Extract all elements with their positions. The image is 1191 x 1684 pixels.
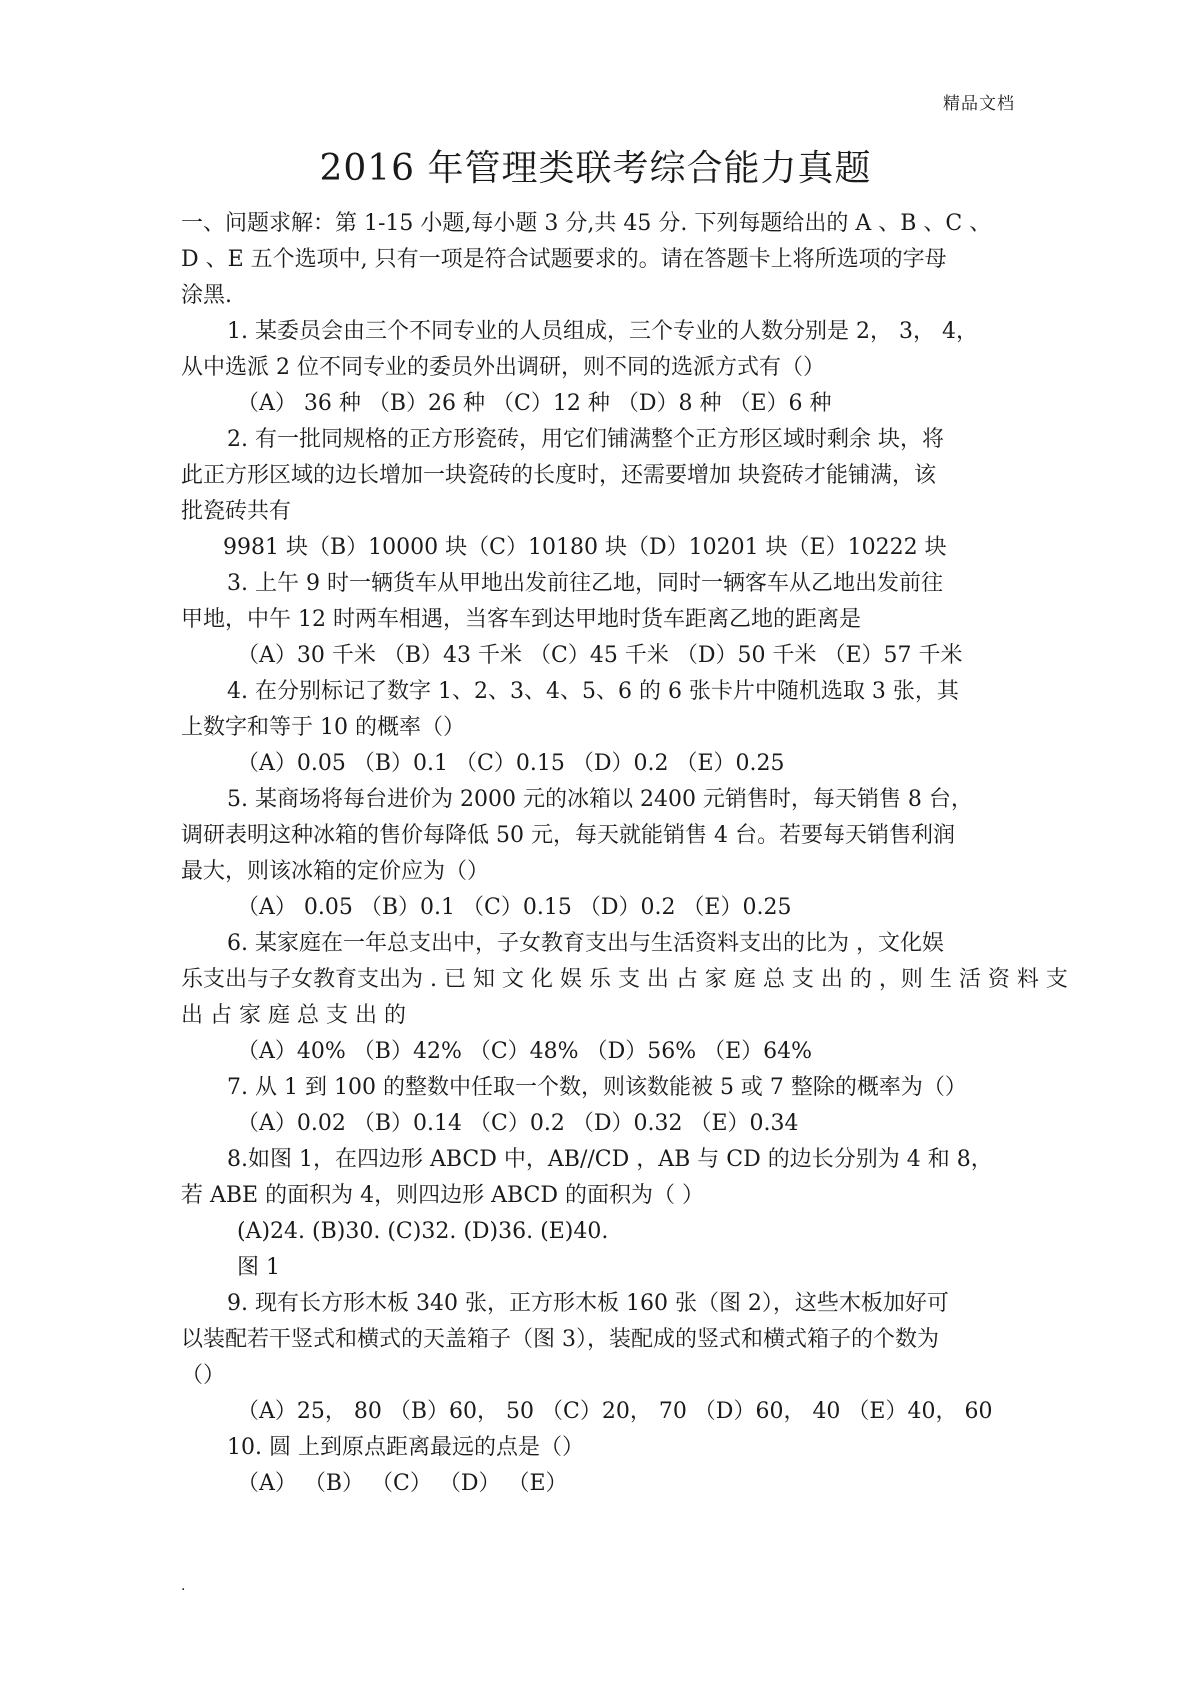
question-5-line: 调研表明这种冰箱的售价每降低 50 元，每天就能销售 4 台。若要每天销售利润 [181,823,955,848]
question-7-options: （A）0.02 （B）0.14 （C）0.2 （D）0.32 （E）0.34 [237,1111,799,1136]
question-3-line: 甲地，中午 12 时两车相遇，当客车到达甲地时货车距离乙地的距离是 [181,607,861,632]
question-1-line: 从中选派 2 位不同专业的委员外出调研，则不同的选派方式有（） [181,355,825,380]
question-9-line: （） [181,1363,226,1388]
question-10-line: 10. 圆 上到原点距离最远的点是（） [227,1435,584,1460]
document-body [181,206,1068,1502]
question-6-line: 6. 某家庭在一年总支出中，子女教育支出与生活资料支出的比为 ，文化娱 [227,931,944,956]
watermark-text: 精品文档 [943,94,1015,114]
question-4-options: （A）0.05 （B）0.1 （C）0.15 （D）0.2 （E）0.25 [237,751,785,776]
question-5-line: 最大，则该冰箱的定价应为（） [181,859,490,884]
question-6-options: （A）40% （B）42% （C）48% （D）56% （E）64% [237,1039,813,1064]
section-intro-line: 涂黑. [181,283,232,308]
question-8-line: 若 ABE 的面积为 4，则四边形 ABCD 的面积为（ ） [181,1183,705,1208]
question-8-line: 8.如图 1，在四边形 ABCD 中，AB//CD ，AB 与 CD 的边长分别为 4 和 8， [227,1147,993,1172]
question-3-line: 3. 上午 9 时一辆货车从甲地出发前往乙地，同时一辆客车从乙地出发前往 [227,571,943,596]
question-9-line: 以装配若干竖式和横式的天盖箱子（图 3），装配成的竖式和横式箱子的个数为 [181,1327,939,1352]
section-intro-line: D 、E 五个选项中, 只有一项是符合试题要求的。请在答题卡上将所选项的字母 [181,247,947,272]
question-10-options: （A） （B） （C） （D） （E） [237,1471,568,1496]
question-2-line: 此正方形区域的边长增加一块瓷砖的长度时，还需要增加 块瓷砖才能铺满，该 [181,463,936,488]
question-9-options: （A）25， 80 （B）60， 50 （C）20， 70 （D）60， 40 （E）40， 60 [237,1399,993,1424]
question-5-options: （A） 0.05 （B）0.1 （C）0.15 （D）0.2 （E）0.25 [237,895,792,920]
figure-1-label: 图 1 [237,1255,280,1280]
question-1-options: （A） 36 种 （B）26 种 （C）12 种 （D）8 种 （E）6 种 [237,391,832,416]
question-6-line: 乐支出与子女教育支出为 . 已 知 文 化 娱 乐 支 出 占 家 庭 总 支 出 的 ，则 生 活 资 料 支 [181,967,1068,992]
question-4-line: 上数字和等于 10 的概率（） [181,715,465,740]
question-2-line: 批瓷砖共有 [181,499,292,524]
question-7-line: 7. 从 1 到 100 的整数中任取一个数，则该数能被 5 或 7 整除的概率为（） [227,1075,967,1100]
question-1-line: 1. 某委员会由三个不同专业的人员组成，三个专业的人数分别是 2， 3， 4， [227,319,978,344]
question-8-options: (A)24. (B)30. (C)32. (D)36. (E)40. [237,1219,609,1244]
footer-mark: . [181,1578,186,1594]
question-2-options: 9981 块（B）10000 块（C）10180 块（D）10201 块（E）10222 块 [223,535,947,560]
question-6-line: 出 占 家 庭 总 支 出 的 [181,1003,406,1028]
question-5-line: 5. 某商场将每台进价为 2000 元的冰箱以 2400 元销售时，每天销售 8 台， [227,787,973,812]
question-2-line: 2. 有一批同规格的正方形瓷砖，用它们铺满整个正方形区域时剩余 块，将 [227,427,944,452]
question-9-line: 9. 现有长方形木板 340 张，正方形木板 160 张（图 2），这些木板加好可 [227,1291,949,1316]
section-intro-line: 一、问题求解：第 1-15 小题,每小题 3 分,共 45 分. 下列每题给出的 A 、B 、C 、 [181,211,992,236]
question-3-options: （A）30 千米 （B）43 千米 （C）45 千米 （D）50 千米 （E）57 千米 [237,643,963,668]
page-title: 2016 年管理类联考综合能力真题 [319,148,872,189]
question-4-line: 4. 在分别标记了数字 1、2、3、4、5、6 的 6 张卡片中随机选取 3 张，其 [227,679,959,704]
